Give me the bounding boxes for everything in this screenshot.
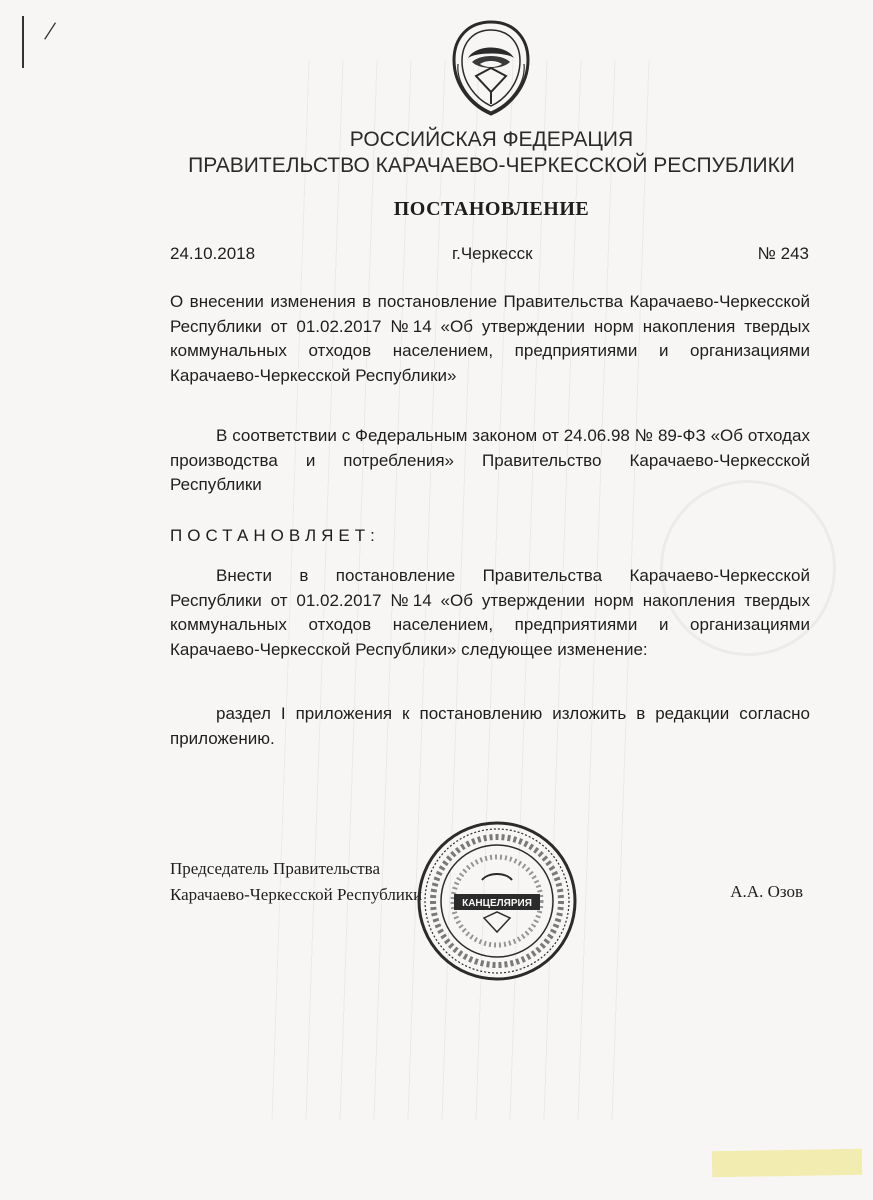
document-city: г.Черкесск [452, 244, 533, 263]
document-title: ПОСТАНОВЛЕНИЕ [393, 198, 590, 220]
body-paragraph-1: Внести в постановление Правительства Карачаево-Черкесской Республики от 01.02.2017 №14 «Об утверждении норм накопления твердых коммунальных отходов населением, предприятиями и организациями Карачаево-Черкесской Республики» следующее изменение: [170, 566, 810, 659]
signature-block [170, 856, 422, 908]
document-number: № 243 [757, 244, 809, 263]
preamble-paragraph: В соответствии с Федеральным законом от 24.06.98 № 89-ФЗ «Об отходах производства и потребления» Правительство Карачаево-Черкесской Республики [170, 426, 810, 494]
corner-pen-mark: / [42, 15, 58, 48]
coat-of-arms-icon [446, 18, 536, 118]
header-government: ПРАВИТЕЛЬСТВО КАРАЧАЕВО-ЧЕРКЕССКОЙ РЕСПУБЛИКИ [188, 154, 795, 177]
signature-position-line1: Председатель Правительства [170, 859, 381, 878]
resolves-heading: ПОСТАНОВЛЯЕТ: [170, 526, 380, 545]
sticky-note [712, 1149, 862, 1178]
scan-edge-mark [22, 16, 24, 68]
header-country: РОССИЙСКАЯ ФЕДЕРАЦИЯ [349, 128, 634, 151]
signature-position-line2: Карачаево-Черкесской Республики [170, 885, 423, 904]
seal-center-text: КАНЦЕЛЯРИЯ [462, 898, 532, 909]
body-paragraph-2: раздел I приложения к постановлению изложить в редакции согласно приложению. [170, 704, 810, 748]
document-date: 24.10.2018 [170, 244, 256, 263]
document-subject: О внесении изменения в постановление Правительства Карачаево-Черкесской Республики от 01.02.2017 №14 «Об утверждении норм накопления твердых коммунальных отходов населением, предприятиями и организациями Карачаево-Черкесской Республики» [170, 292, 810, 385]
official-seal-icon [412, 818, 582, 984]
signer-name: А.А. Озов [730, 882, 803, 901]
